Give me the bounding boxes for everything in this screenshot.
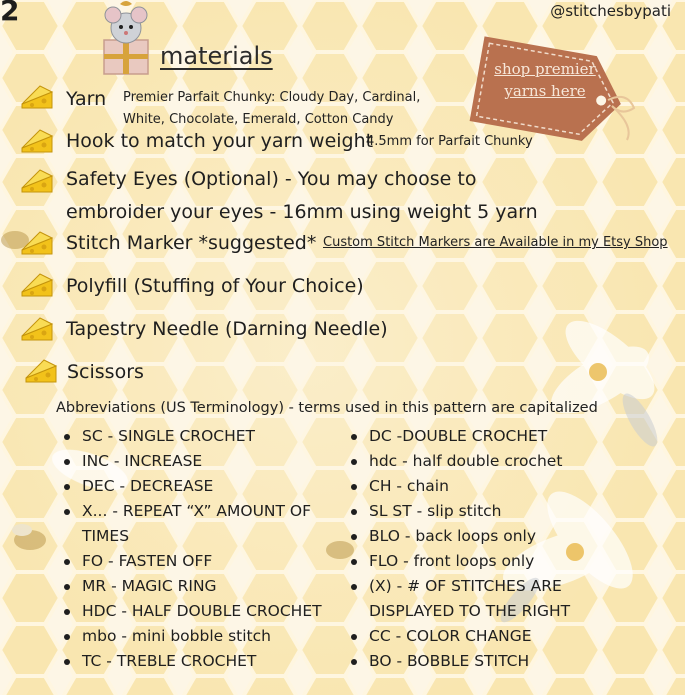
- abbreviations-list-left: [64, 424, 322, 674]
- cheese-icon: [20, 314, 54, 342]
- material-label: Stitch Marker *suggested*: [66, 232, 317, 254]
- material-label: embroider your eyes - 16mm using weight 5 yarn: [66, 201, 538, 223]
- cheese-icon: [24, 356, 58, 384]
- page-number: 2: [0, 0, 20, 27]
- list-item: X... - REPEAT “X” AMOUNT OF: [64, 499, 322, 524]
- list-item: SL ST - slip stitch: [351, 499, 570, 524]
- shop-tag-line2: yarns here: [504, 82, 586, 100]
- list-item: DISPLAYED TO THE RIGHT: [369, 602, 571, 620]
- etsy-shop-link[interactable]: Custom Stitch Markers are Available in my Etsy Shop: [323, 235, 668, 250]
- material-label: Yarn: [66, 88, 107, 110]
- list-item: TIMES: [82, 527, 130, 545]
- list-item: DEC - DECREASE: [64, 474, 322, 499]
- list-item: FLO - front loops only: [351, 549, 570, 574]
- list-item: mbo - mini bobble stitch: [64, 624, 322, 649]
- list-item: CC - COLOR CHANGE: [351, 624, 570, 649]
- list-item: (X) - # OF STITCHES ARE: [351, 574, 570, 599]
- list-item: DC -DOUBLE CROCHET: [351, 424, 570, 449]
- cheese-icon: [20, 270, 54, 298]
- material-note: White, Chocolate, Emerald, Cotton Candy: [123, 112, 394, 127]
- material-note: 4.5mm for Parfait Chunky: [366, 134, 533, 149]
- abbreviations-list-right: [351, 424, 570, 674]
- list-item: hdc - half double crochet: [351, 449, 570, 474]
- list-item: CH - chain: [351, 474, 570, 499]
- abbreviations-heading: Abbreviations (US Terminology) - terms used in this pattern are capitalized: [56, 400, 598, 416]
- list-item: FO - FASTEN OFF: [64, 549, 322, 574]
- list-item: SC - SINGLE CROCHET: [64, 424, 322, 449]
- list-item: HDC - HALF DOUBLE CROCHET: [64, 599, 322, 624]
- material-label: Tapestry Needle (Darning Needle): [66, 318, 388, 340]
- cheese-icon: [20, 166, 54, 194]
- list-item: TC - TREBLE CROCHET: [64, 649, 322, 674]
- cheese-icon: [20, 126, 54, 154]
- shop-tag-line1: shop premier: [494, 60, 596, 78]
- material-label: Polyfill (Stuffing of Your Choice): [66, 275, 364, 297]
- cheese-icon: [20, 228, 54, 256]
- material-note: Premier Parfait Chunky: Cloudy Day, Cardinal,: [123, 90, 421, 105]
- section-title: materials: [160, 42, 273, 70]
- material-label: Hook to match your yarn weight: [66, 130, 374, 152]
- list-item: INC - INCREASE: [64, 449, 322, 474]
- list-item: MR - MAGIC RING: [64, 574, 322, 599]
- cheese-icon: [20, 82, 54, 110]
- list-item: BO - BOBBLE STITCH: [351, 649, 570, 674]
- list-item: BLO - back loops only: [351, 524, 570, 549]
- material-label: Scissors: [67, 361, 144, 383]
- material-label: Safety Eyes (Optional) - You may choose to: [66, 168, 477, 190]
- mouse-gift-icon: [96, 0, 156, 78]
- shop-tag-link[interactable]: [480, 58, 610, 102]
- author-handle[interactable]: @stitchesbypati: [550, 2, 671, 20]
